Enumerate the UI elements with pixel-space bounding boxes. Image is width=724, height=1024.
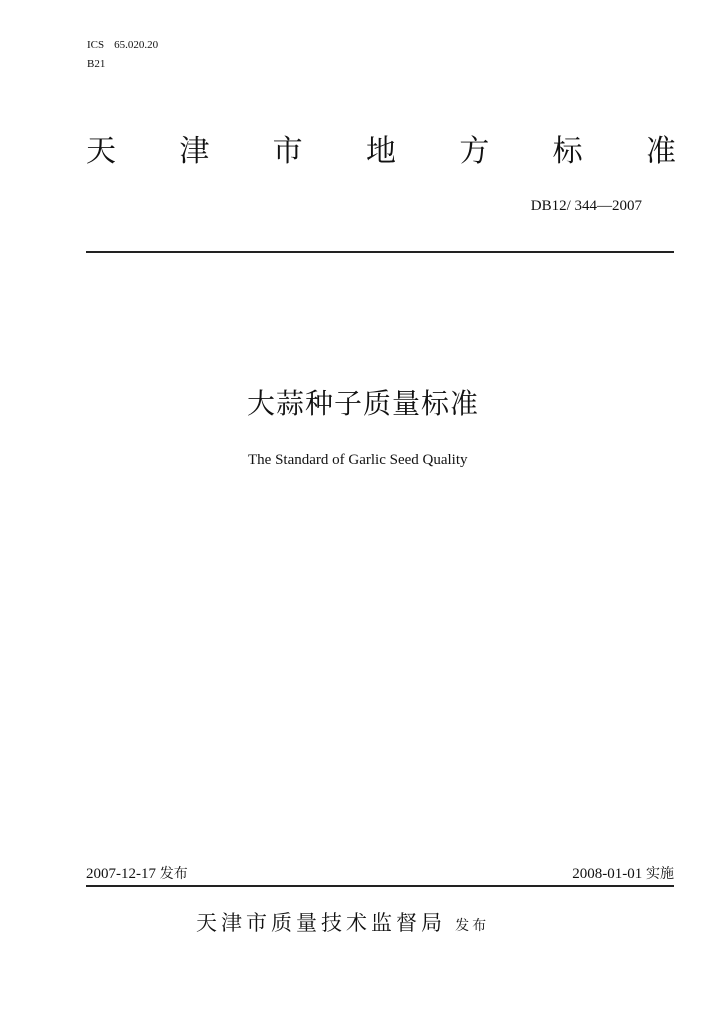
category-title-char: 市 xyxy=(272,134,303,169)
classification-codes xyxy=(87,36,158,74)
category-title-char: 天 xyxy=(86,134,116,169)
category-title-char: 津 xyxy=(179,134,210,169)
category-title-char: 标 xyxy=(552,134,583,169)
issue-date: 2007-12-17 xyxy=(86,866,156,882)
effective-date-block xyxy=(572,864,674,884)
standard-number: DB12/ 344—2007 xyxy=(530,198,642,214)
issuing-authority xyxy=(196,907,489,937)
top-divider xyxy=(86,251,674,253)
date-row xyxy=(86,864,674,884)
issuer-action: 发布 xyxy=(455,918,490,934)
effective-label: 实施 xyxy=(646,866,674,882)
standard-category-title xyxy=(86,130,676,174)
issuer-name: 天津市质量技术监督局 xyxy=(196,911,446,935)
document-title-chinese: 大蒜种子质量标准 xyxy=(247,387,480,420)
ics-row xyxy=(87,36,158,55)
document-title-english: The Standard of Garlic Seed Quality xyxy=(248,452,468,468)
category-title-char: 地 xyxy=(365,134,396,169)
ccs-code: B21 xyxy=(87,58,106,70)
ics-code: 65.020.20 xyxy=(114,39,159,51)
effective-date: 2008-01-01 xyxy=(572,866,643,882)
category-title-char: 准 xyxy=(645,134,676,169)
ics-label: ICS xyxy=(87,39,105,51)
category-title-char: 方 xyxy=(459,134,490,169)
issue-date-block xyxy=(86,864,188,884)
ccs-row xyxy=(87,55,158,74)
bottom-divider xyxy=(86,885,674,887)
issue-label: 发布 xyxy=(159,866,188,882)
